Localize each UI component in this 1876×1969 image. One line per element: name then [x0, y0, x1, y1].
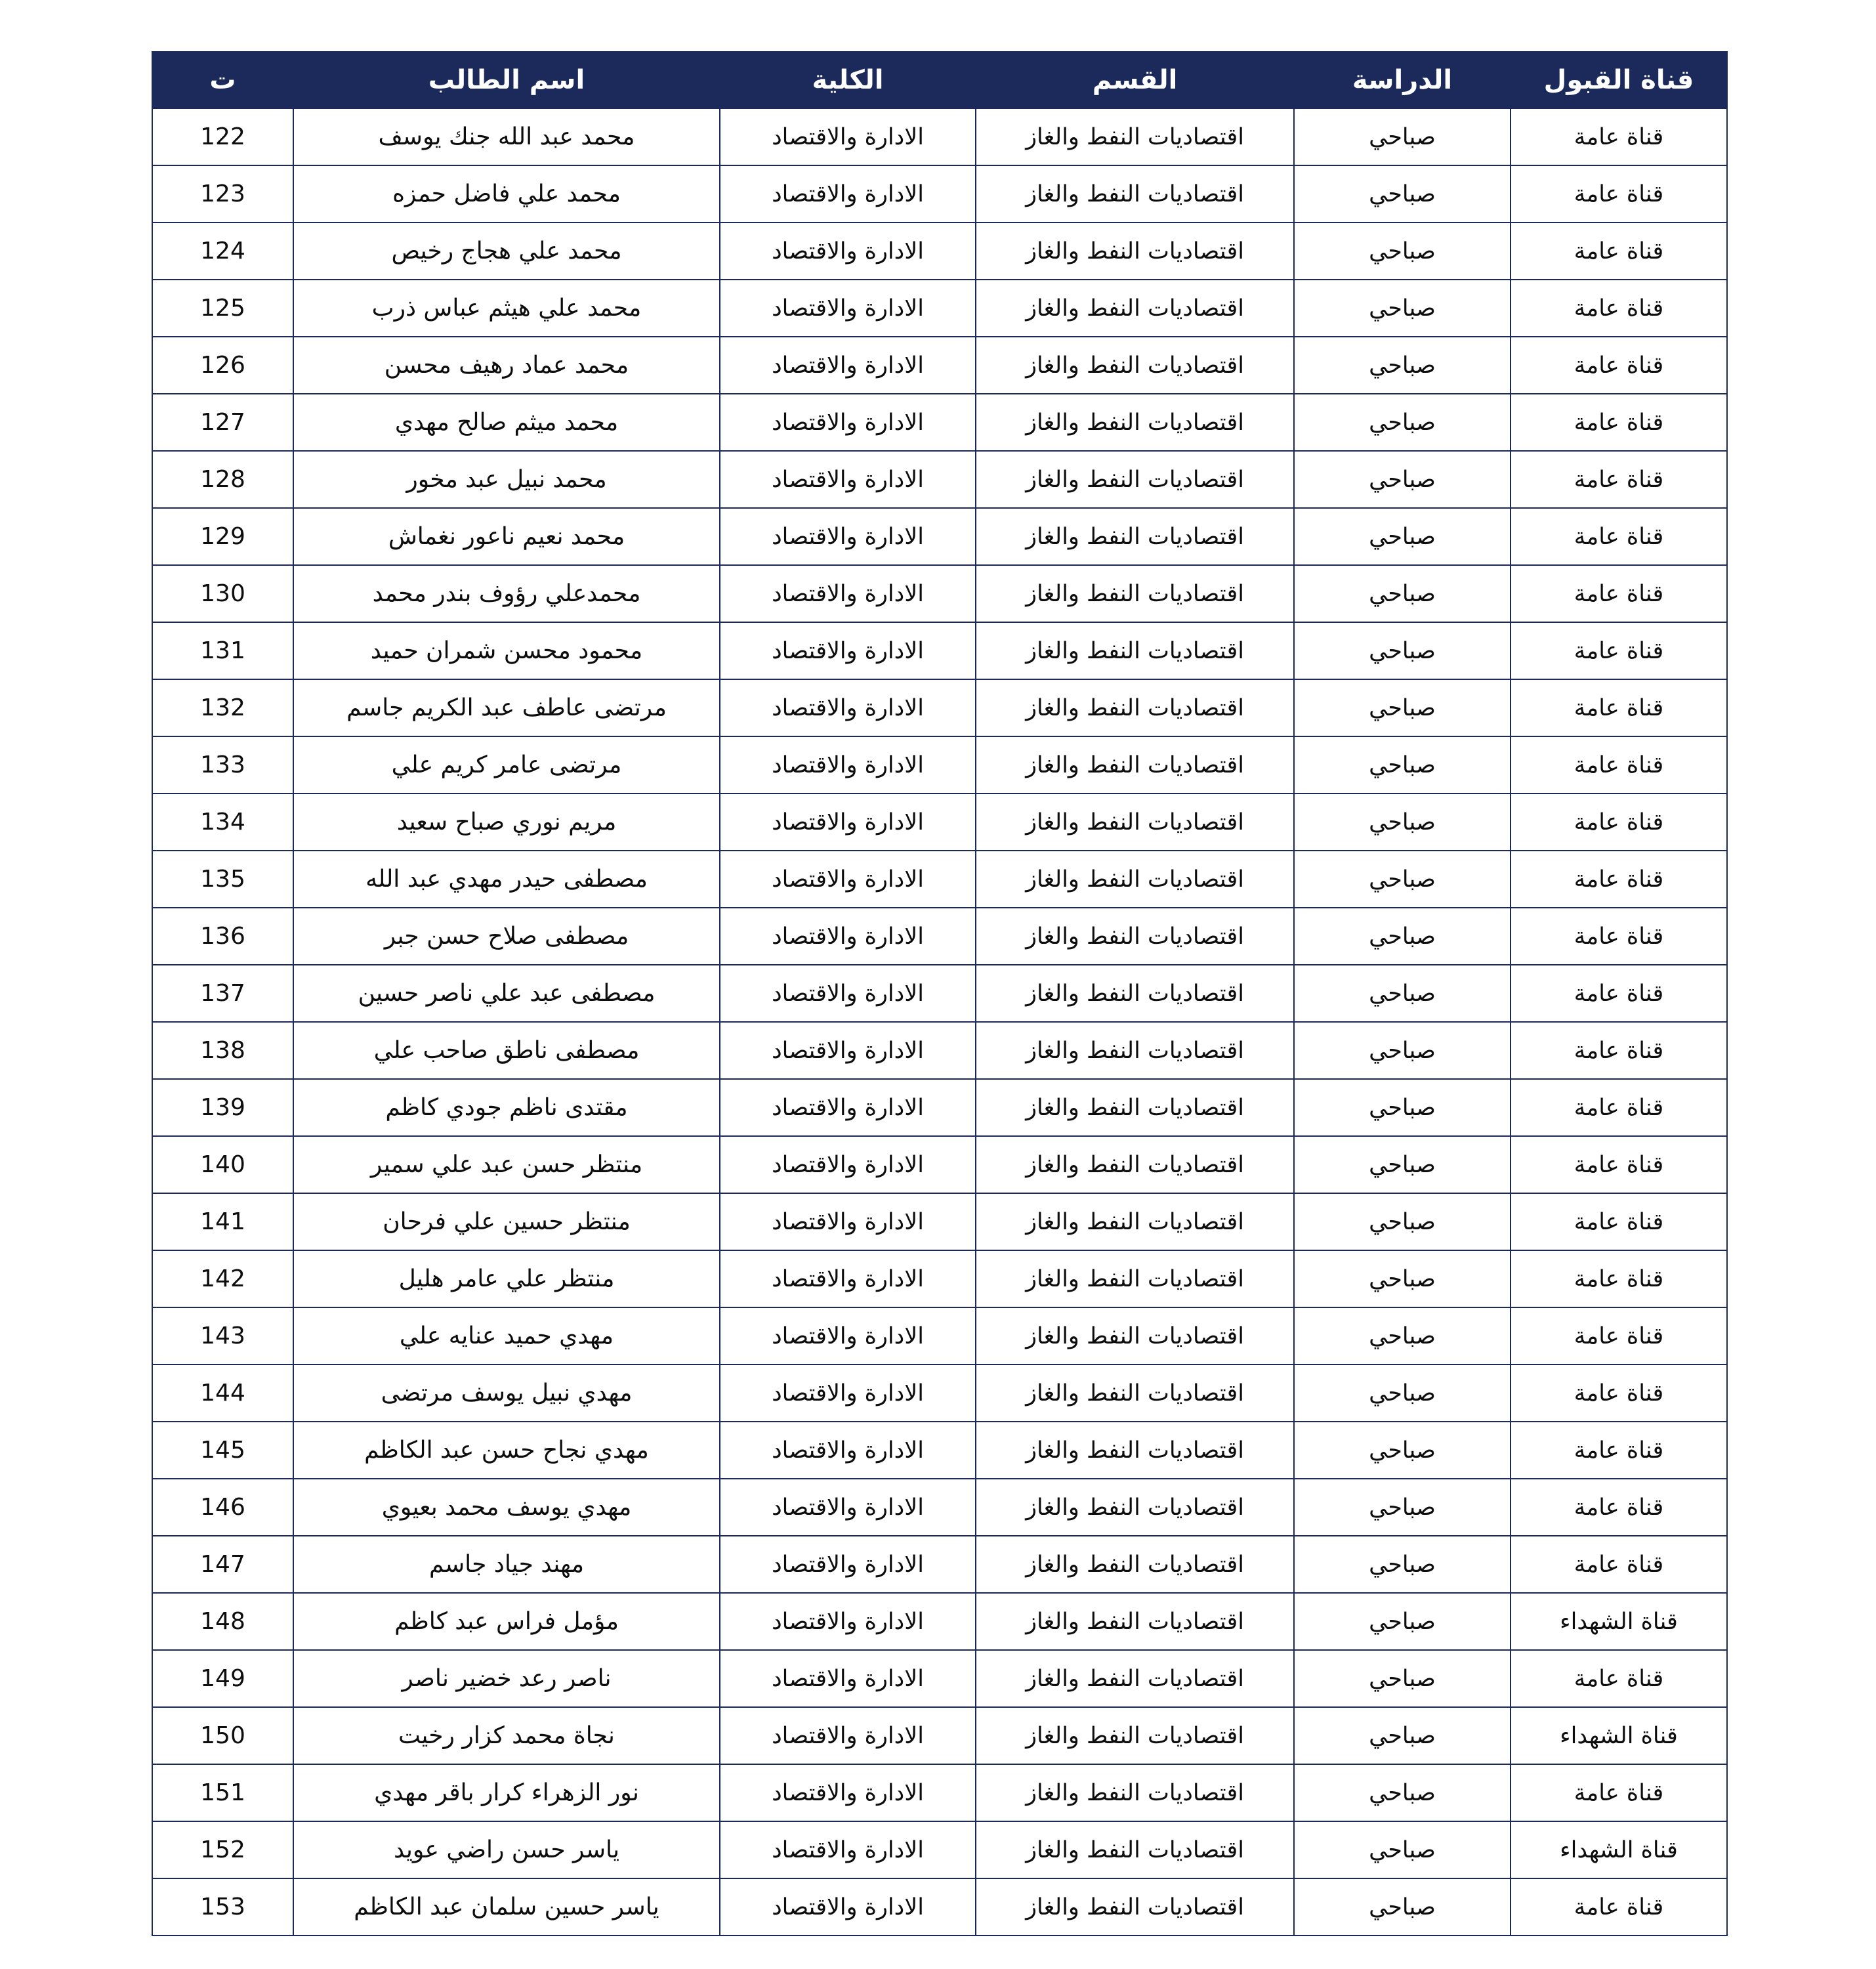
cell-study: صباحي	[1294, 337, 1511, 394]
table-row	[152, 622, 1727, 679]
cell-channel: قناة عامة	[1511, 965, 1727, 1022]
cell-study: صباحي	[1294, 222, 1511, 280]
cell-study: صباحي	[1294, 508, 1511, 565]
cell-student-name: منتظر علي عامر هليل	[293, 1250, 720, 1307]
cell-index: 136	[152, 908, 293, 965]
table-row	[152, 1593, 1727, 1650]
cell-index: 134	[152, 794, 293, 851]
cell-student-name: محمود محسن شمران حميد	[293, 622, 720, 679]
cell-student-name: مهدي يوسف محمد بعيوي	[293, 1479, 720, 1536]
cell-index: 149	[152, 1650, 293, 1707]
cell-index: 144	[152, 1365, 293, 1422]
cell-department: اقتصاديات النفط والغاز	[976, 337, 1294, 394]
table-row	[152, 965, 1727, 1022]
table-header-row	[152, 52, 1727, 108]
cell-student-name: محمد عماد رهيف محسن	[293, 337, 720, 394]
table-row	[152, 1022, 1727, 1079]
cell-college: الادارة والاقتصاد	[720, 1593, 976, 1650]
cell-college: الادارة والاقتصاد	[720, 222, 976, 280]
cell-student-name: محمد عبد الله جنك يوسف	[293, 108, 720, 165]
cell-channel: قناة عامة	[1511, 1079, 1727, 1136]
cell-channel: قناة عامة	[1511, 1307, 1727, 1365]
cell-channel: قناة عامة	[1511, 508, 1727, 565]
cell-college: الادارة والاقتصاد	[720, 394, 976, 451]
cell-index: 143	[152, 1307, 293, 1365]
cell-student-name: محمد علي هيثم عباس ذرب	[293, 280, 720, 337]
cell-channel: قناة عامة	[1511, 851, 1727, 908]
cell-student-name: محمدعلي رؤوف بندر محمد	[293, 565, 720, 622]
cell-study: صباحي	[1294, 1536, 1511, 1593]
cell-study: صباحي	[1294, 1079, 1511, 1136]
cell-channel: قناة عامة	[1511, 1536, 1727, 1593]
table-header	[152, 52, 1727, 108]
cell-index: 129	[152, 508, 293, 565]
cell-department: اقتصاديات النفط والغاز	[976, 108, 1294, 165]
cell-department: اقتصاديات النفط والغاز	[976, 451, 1294, 508]
cell-department: اقتصاديات النفط والغاز	[976, 1479, 1294, 1536]
cell-index: 130	[152, 565, 293, 622]
cell-student-name: نور الزهراء كرار باقر مهدي	[293, 1764, 720, 1821]
cell-channel: قناة عامة	[1511, 1250, 1727, 1307]
cell-college: الادارة والاقتصاد	[720, 1079, 976, 1136]
cell-index: 152	[152, 1821, 293, 1878]
cell-study: صباحي	[1294, 622, 1511, 679]
cell-index: 139	[152, 1079, 293, 1136]
cell-department: اقتصاديات النفط والغاز	[976, 1536, 1294, 1593]
column-header-index: ت	[152, 52, 293, 108]
cell-channel: قناة عامة	[1511, 1022, 1727, 1079]
cell-student-name: مهند جياد جاسم	[293, 1536, 720, 1593]
table-row	[152, 794, 1727, 851]
cell-department: اقتصاديات النفط والغاز	[976, 736, 1294, 794]
cell-index: 148	[152, 1593, 293, 1650]
cell-college: الادارة والاقتصاد	[720, 1707, 976, 1764]
cell-college: الادارة والاقتصاد	[720, 337, 976, 394]
cell-study: صباحي	[1294, 1650, 1511, 1707]
cell-department: اقتصاديات النفط والغاز	[976, 165, 1294, 222]
cell-college: الادارة والاقتصاد	[720, 908, 976, 965]
cell-college: الادارة والاقتصاد	[720, 1479, 976, 1536]
column-header-department: القسم	[976, 52, 1294, 108]
cell-student-name: مصطفى حيدر مهدي عبد الله	[293, 851, 720, 908]
cell-channel: قناة عامة	[1511, 736, 1727, 794]
cell-student-name: ياسر حسن راضي عويد	[293, 1821, 720, 1878]
cell-department: اقتصاديات النفط والغاز	[976, 679, 1294, 736]
table-row	[152, 1479, 1727, 1536]
cell-channel: قناة عامة	[1511, 222, 1727, 280]
cell-college: الادارة والاقتصاد	[720, 280, 976, 337]
table-row	[152, 1307, 1727, 1365]
cell-channel: قناة الشهداء	[1511, 1707, 1727, 1764]
cell-college: الادارة والاقتصاد	[720, 736, 976, 794]
cell-index: 151	[152, 1764, 293, 1821]
table-row	[152, 736, 1727, 794]
cell-channel: قناة عامة	[1511, 1764, 1727, 1821]
cell-index: 142	[152, 1250, 293, 1307]
cell-college: الادارة والاقتصاد	[720, 1250, 976, 1307]
cell-study: صباحي	[1294, 1479, 1511, 1536]
table-row	[152, 1365, 1727, 1422]
cell-department: اقتصاديات النفط والغاز	[976, 1079, 1294, 1136]
table-row	[152, 565, 1727, 622]
cell-college: الادارة والاقتصاد	[720, 1878, 976, 1936]
table-row	[152, 222, 1727, 280]
cell-college: الادارة والاقتصاد	[720, 1136, 976, 1193]
cell-study: صباحي	[1294, 565, 1511, 622]
cell-index: 141	[152, 1193, 293, 1250]
cell-channel: قناة عامة	[1511, 1136, 1727, 1193]
cell-study: صباحي	[1294, 1022, 1511, 1079]
cell-index: 146	[152, 1479, 293, 1536]
cell-study: صباحي	[1294, 1250, 1511, 1307]
cell-study: صباحي	[1294, 1422, 1511, 1479]
cell-index: 150	[152, 1707, 293, 1764]
table-row	[152, 1821, 1727, 1878]
cell-index: 132	[152, 679, 293, 736]
cell-student-name: منتظر حسين علي فرحان	[293, 1193, 720, 1250]
cell-college: الادارة والاقتصاد	[720, 679, 976, 736]
cell-index: 133	[152, 736, 293, 794]
cell-study: صباحي	[1294, 108, 1511, 165]
cell-college: الادارة والاقتصاد	[720, 965, 976, 1022]
cell-index: 122	[152, 108, 293, 165]
table-row	[152, 451, 1727, 508]
table-row	[152, 1536, 1727, 1593]
cell-channel: قناة عامة	[1511, 622, 1727, 679]
cell-channel: قناة عامة	[1511, 337, 1727, 394]
table-row	[152, 1136, 1727, 1193]
cell-department: اقتصاديات النفط والغاز	[976, 508, 1294, 565]
cell-department: اقتصاديات النفط والغاز	[976, 1593, 1294, 1650]
cell-channel: قناة عامة	[1511, 394, 1727, 451]
cell-channel: قناة الشهداء	[1511, 1821, 1727, 1878]
cell-channel: قناة عامة	[1511, 794, 1727, 851]
table-row	[152, 679, 1727, 736]
cell-study: صباحي	[1294, 851, 1511, 908]
cell-study: صباحي	[1294, 451, 1511, 508]
cell-department: اقتصاديات النفط والغاز	[976, 1764, 1294, 1821]
cell-index: 127	[152, 394, 293, 451]
table-row	[152, 108, 1727, 165]
cell-college: الادارة والاقتصاد	[720, 1650, 976, 1707]
cell-college: الادارة والاقتصاد	[720, 1821, 976, 1878]
table-row	[152, 1707, 1727, 1764]
cell-department: اقتصاديات النفط والغاز	[976, 1878, 1294, 1936]
cell-college: الادارة والاقتصاد	[720, 1193, 976, 1250]
cell-college: الادارة والاقتصاد	[720, 508, 976, 565]
column-header-student-name: اسم الطالب	[293, 52, 720, 108]
cell-student-name: مؤمل فراس عبد كاظم	[293, 1593, 720, 1650]
cell-study: صباحي	[1294, 1593, 1511, 1650]
table-row	[152, 280, 1727, 337]
cell-college: الادارة والاقتصاد	[720, 794, 976, 851]
cell-department: اقتصاديات النفط والغاز	[976, 794, 1294, 851]
cell-channel: قناة عامة	[1511, 1650, 1727, 1707]
cell-department: اقتصاديات النفط والغاز	[976, 280, 1294, 337]
cell-department: اقتصاديات النفط والغاز	[976, 1193, 1294, 1250]
cell-department: اقتصاديات النفط والغاز	[976, 851, 1294, 908]
cell-department: اقتصاديات النفط والغاز	[976, 1422, 1294, 1479]
table-row	[152, 1650, 1727, 1707]
cell-channel: قناة عامة	[1511, 1479, 1727, 1536]
cell-study: صباحي	[1294, 679, 1511, 736]
cell-channel: قناة الشهداء	[1511, 1593, 1727, 1650]
cell-student-name: مهدي نبيل يوسف مرتضى	[293, 1365, 720, 1422]
cell-channel: قناة عامة	[1511, 1193, 1727, 1250]
cell-study: صباحي	[1294, 794, 1511, 851]
cell-department: اقتصاديات النفط والغاز	[976, 1365, 1294, 1422]
table-row	[152, 1193, 1727, 1250]
cell-student-name: ياسر حسين سلمان عبد الكاظم	[293, 1878, 720, 1936]
cell-department: اقتصاديات النفط والغاز	[976, 222, 1294, 280]
cell-college: الادارة والاقتصاد	[720, 1307, 976, 1365]
cell-study: صباحي	[1294, 1193, 1511, 1250]
column-header-college: الكلية	[720, 52, 976, 108]
cell-college: الادارة والاقتصاد	[720, 1365, 976, 1422]
cell-study: صباحي	[1294, 1136, 1511, 1193]
cell-index: 145	[152, 1422, 293, 1479]
table-row	[152, 1764, 1727, 1821]
cell-department: اقتصاديات النفط والغاز	[976, 1707, 1294, 1764]
cell-study: صباحي	[1294, 908, 1511, 965]
cell-college: الادارة والاقتصاد	[720, 565, 976, 622]
cell-index: 126	[152, 337, 293, 394]
cell-index: 153	[152, 1878, 293, 1936]
cell-student-name: مقتدى ناظم جودي كاظم	[293, 1079, 720, 1136]
cell-department: اقتصاديات النفط والغاز	[976, 1821, 1294, 1878]
cell-study: صباحي	[1294, 165, 1511, 222]
cell-department: اقتصاديات النفط والغاز	[976, 565, 1294, 622]
table-row	[152, 508, 1727, 565]
cell-channel: قناة عامة	[1511, 280, 1727, 337]
table-row	[152, 1878, 1727, 1936]
cell-study: صباحي	[1294, 736, 1511, 794]
cell-department: اقتصاديات النفط والغاز	[976, 394, 1294, 451]
cell-index: 125	[152, 280, 293, 337]
cell-student-name: محمد علي هجاج رخيص	[293, 222, 720, 280]
table-row	[152, 337, 1727, 394]
cell-study: صباحي	[1294, 394, 1511, 451]
cell-student-name: مصطفى ناطق صاحب علي	[293, 1022, 720, 1079]
cell-index: 128	[152, 451, 293, 508]
cell-index: 131	[152, 622, 293, 679]
cell-college: الادارة والاقتصاد	[720, 165, 976, 222]
cell-student-name: منتظر حسن عبد علي سمير	[293, 1136, 720, 1193]
cell-study: صباحي	[1294, 1365, 1511, 1422]
cell-channel: قناة عامة	[1511, 679, 1727, 736]
cell-study: صباحي	[1294, 1764, 1511, 1821]
cell-index: 124	[152, 222, 293, 280]
cell-index: 138	[152, 1022, 293, 1079]
cell-college: الادارة والاقتصاد	[720, 108, 976, 165]
cell-student-name: مصطفى صلاح حسن جبر	[293, 908, 720, 965]
table-row	[152, 851, 1727, 908]
cell-channel: قناة عامة	[1511, 1365, 1727, 1422]
cell-channel: قناة عامة	[1511, 908, 1727, 965]
table-row	[152, 165, 1727, 222]
table-row	[152, 1250, 1727, 1307]
cell-student-name: محمد نعيم ناعور نغماش	[293, 508, 720, 565]
cell-study: صباحي	[1294, 1878, 1511, 1936]
cell-department: اقتصاديات النفط والغاز	[976, 908, 1294, 965]
cell-college: الادارة والاقتصاد	[720, 451, 976, 508]
cell-channel: قناة عامة	[1511, 1878, 1727, 1936]
cell-college: الادارة والاقتصاد	[720, 851, 976, 908]
cell-department: اقتصاديات النفط والغاز	[976, 1650, 1294, 1707]
table-row	[152, 908, 1727, 965]
table-row	[152, 1079, 1727, 1136]
table-body	[152, 108, 1727, 1936]
cell-college: الادارة والاقتصاد	[720, 1022, 976, 1079]
cell-student-name: مريم نوري صباح سعيد	[293, 794, 720, 851]
cell-department: اقتصاديات النفط والغاز	[976, 622, 1294, 679]
column-header-study: الدراسة	[1294, 52, 1511, 108]
table-row	[152, 394, 1727, 451]
cell-college: الادارة والاقتصاد	[720, 1422, 976, 1479]
cell-channel: قناة عامة	[1511, 108, 1727, 165]
cell-student-name: مرتضى عاطف عبد الكريم جاسم	[293, 679, 720, 736]
cell-study: صباحي	[1294, 1707, 1511, 1764]
cell-channel: قناة عامة	[1511, 1422, 1727, 1479]
cell-index: 123	[152, 165, 293, 222]
column-header-channel: قناة القبول	[1511, 52, 1727, 108]
cell-department: اقتصاديات النفط والغاز	[976, 1307, 1294, 1365]
students-table-container	[153, 51, 1728, 1936]
cell-student-name: محمد علي فاضل حمزه	[293, 165, 720, 222]
cell-college: الادارة والاقتصاد	[720, 1764, 976, 1821]
cell-department: اقتصاديات النفط والغاز	[976, 965, 1294, 1022]
cell-student-name: محمد ميثم صالح مهدي	[293, 394, 720, 451]
cell-index: 140	[152, 1136, 293, 1193]
cell-study: صباحي	[1294, 280, 1511, 337]
cell-college: الادارة والاقتصاد	[720, 622, 976, 679]
cell-department: اقتصاديات النفط والغاز	[976, 1250, 1294, 1307]
cell-department: اقتصاديات النفط والغاز	[976, 1136, 1294, 1193]
cell-index: 135	[152, 851, 293, 908]
table-row	[152, 1422, 1727, 1479]
cell-student-name: مهدي نجاح حسن عبد الكاظم	[293, 1422, 720, 1479]
cell-channel: قناة عامة	[1511, 565, 1727, 622]
students-table	[152, 51, 1728, 1936]
cell-student-name: مرتضى عامر كريم علي	[293, 736, 720, 794]
cell-student-name: ناصر رعد خضير ناصر	[293, 1650, 720, 1707]
cell-index: 137	[152, 965, 293, 1022]
cell-student-name: مهدي حميد عنايه علي	[293, 1307, 720, 1365]
cell-student-name: محمد نبيل عبد مخور	[293, 451, 720, 508]
cell-department: اقتصاديات النفط والغاز	[976, 1022, 1294, 1079]
cell-college: الادارة والاقتصاد	[720, 1536, 976, 1593]
cell-study: صباحي	[1294, 965, 1511, 1022]
cell-study: صباحي	[1294, 1307, 1511, 1365]
cell-student-name: نجاة محمد كزار رخيت	[293, 1707, 720, 1764]
cell-channel: قناة عامة	[1511, 165, 1727, 222]
cell-student-name: مصطفى عبد علي ناصر حسين	[293, 965, 720, 1022]
cell-study: صباحي	[1294, 1821, 1511, 1878]
cell-channel: قناة عامة	[1511, 451, 1727, 508]
cell-index: 147	[152, 1536, 293, 1593]
